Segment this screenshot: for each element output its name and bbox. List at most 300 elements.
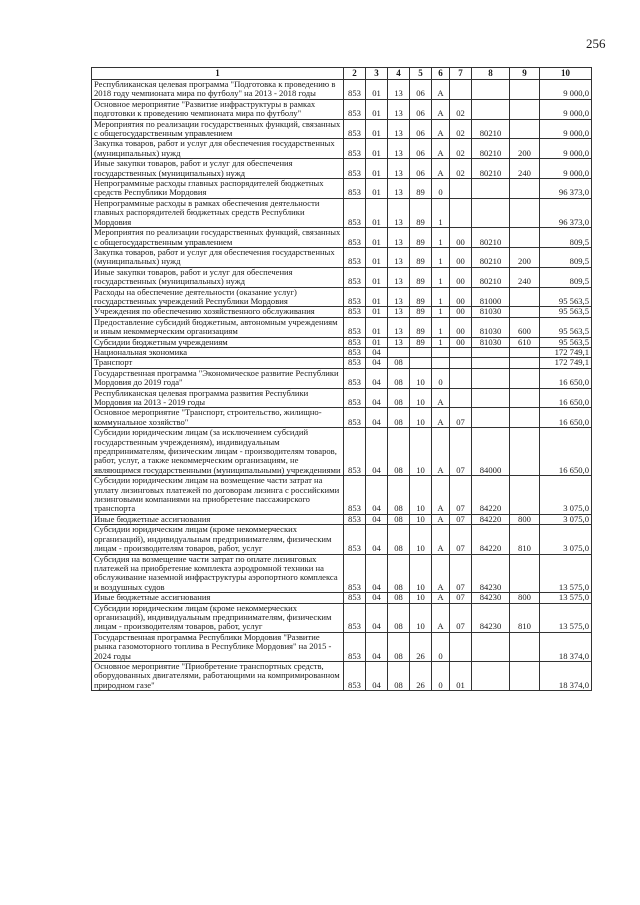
program-code-cell: 89 [410, 228, 432, 248]
table-row [92, 603, 592, 632]
item-name-cell: Закупка товаров, работ и услуг для обеспечения государственных (муниципальных) нужд [92, 247, 344, 267]
item-name-cell: Государственная программа Республики Мордовия "Развитие рынка газомоторного топлива в Республике Мордовия" на 2015 - 2024 годы [92, 632, 344, 661]
section-code-cell: 04 [366, 593, 388, 603]
direction-code-cell: 84000 [472, 428, 510, 476]
program-code-cell: 06 [410, 80, 432, 100]
event-code-cell [450, 632, 472, 661]
ministry-code-cell: 853 [344, 247, 366, 267]
budget-table-container [91, 67, 591, 691]
amount-cell: 9 000,0 [540, 119, 592, 139]
subsection-code-cell: 13 [388, 317, 410, 337]
event-code-cell [450, 198, 472, 227]
amount-cell: 18 374,0 [540, 632, 592, 661]
item-name-cell: Основное мероприятие "Развитие инфраструктуры в рамках подготовки к проведению чемпионата мира по футболу" [92, 99, 344, 119]
ministry-code-cell: 853 [344, 603, 366, 632]
table-row [92, 287, 592, 307]
program-code-cell: 06 [410, 119, 432, 139]
section-code-cell: 04 [366, 554, 388, 593]
item-name-cell: Основное мероприятие "Транспорт, строительство, жилищно-коммунальное хозяйство" [92, 408, 344, 428]
program-code-cell: 10 [410, 388, 432, 408]
program-code-cell: 89 [410, 287, 432, 307]
direction-code-cell: 84220 [472, 514, 510, 524]
table-row [92, 247, 592, 267]
section-code-cell: 01 [366, 119, 388, 139]
subsection-code-cell: 13 [388, 179, 410, 199]
program-code-cell: 89 [410, 179, 432, 199]
direction-code-cell: 84230 [472, 603, 510, 632]
event-code-cell [450, 80, 472, 100]
direction-code-cell [472, 408, 510, 428]
direction-code-cell: 80210 [472, 119, 510, 139]
expense-type-code-cell [510, 287, 540, 307]
program-code-cell [410, 347, 432, 357]
amount-cell: 172 749,1 [540, 358, 592, 368]
subsection-code-cell: 13 [388, 228, 410, 248]
subprogram-code-cell: А [432, 428, 450, 476]
section-code-cell: 01 [366, 198, 388, 227]
table-row [92, 80, 592, 100]
event-code-cell: 02 [450, 159, 472, 179]
expense-type-code-cell [510, 119, 540, 139]
amount-cell: 96 373,0 [540, 179, 592, 199]
program-code-cell: 10 [410, 525, 432, 554]
event-code-cell: 02 [450, 119, 472, 139]
item-name-cell: Иные бюджетные ассигнования [92, 514, 344, 524]
table-row [92, 388, 592, 408]
program-code-cell: 26 [410, 661, 432, 690]
direction-code-cell: 80210 [472, 228, 510, 248]
event-code-cell: 00 [450, 228, 472, 248]
event-code-cell: 00 [450, 287, 472, 307]
section-code-cell: 01 [366, 179, 388, 199]
event-code-cell: 00 [450, 337, 472, 347]
table-row [92, 525, 592, 554]
ministry-code-cell: 853 [344, 119, 366, 139]
table-row [92, 159, 592, 179]
subprogram-code-cell: 1 [432, 307, 450, 317]
expense-type-code-cell [510, 388, 540, 408]
amount-cell: 809,5 [540, 228, 592, 248]
table-row [92, 119, 592, 139]
subprogram-code-cell: 0 [432, 632, 450, 661]
table-row [92, 554, 592, 593]
subprogram-code-cell: 0 [432, 179, 450, 199]
subprogram-code-cell: А [432, 408, 450, 428]
section-code-cell: 04 [366, 368, 388, 388]
event-code-cell: 07 [450, 603, 472, 632]
table-row [92, 347, 592, 357]
program-code-cell: 10 [410, 514, 432, 524]
program-code-cell [410, 358, 432, 368]
table-row [92, 99, 592, 119]
table-header-row [92, 68, 592, 80]
program-code-cell: 89 [410, 337, 432, 347]
column-header-6: 6 [432, 68, 450, 80]
expense-type-code-cell [510, 428, 540, 476]
expense-type-code-cell: 600 [510, 317, 540, 337]
subprogram-code-cell: 1 [432, 198, 450, 227]
item-name-cell: Мероприятия по реализации государственных функций, связанных с общегосударственным управлением [92, 228, 344, 248]
program-code-cell: 06 [410, 99, 432, 119]
program-code-cell: 10 [410, 476, 432, 515]
section-code-cell: 01 [366, 80, 388, 100]
direction-code-cell [472, 179, 510, 199]
event-code-cell: 02 [450, 139, 472, 159]
subsection-code-cell: 08 [388, 368, 410, 388]
subprogram-code-cell: А [432, 514, 450, 524]
subsection-code-cell: 13 [388, 139, 410, 159]
ministry-code-cell: 853 [344, 139, 366, 159]
program-code-cell: 89 [410, 317, 432, 337]
expense-type-code-cell [510, 476, 540, 515]
direction-code-cell [472, 632, 510, 661]
ministry-code-cell: 853 [344, 228, 366, 248]
ministry-code-cell: 853 [344, 514, 366, 524]
table-row [92, 228, 592, 248]
amount-cell: 16 650,0 [540, 368, 592, 388]
column-header-7: 7 [450, 68, 472, 80]
event-code-cell: 00 [450, 317, 472, 337]
program-code-cell: 26 [410, 632, 432, 661]
direction-code-cell [472, 80, 510, 100]
table-row [92, 593, 592, 603]
ministry-code-cell: 853 [344, 347, 366, 357]
program-code-cell: 89 [410, 267, 432, 287]
expense-type-code-cell [510, 554, 540, 593]
expense-type-code-cell: 240 [510, 267, 540, 287]
event-code-cell: 07 [450, 525, 472, 554]
expense-type-code-cell: 800 [510, 593, 540, 603]
expense-type-code-cell: 610 [510, 337, 540, 347]
ministry-code-cell: 853 [344, 408, 366, 428]
item-name-cell: Транспорт [92, 358, 344, 368]
subsection-code-cell: 13 [388, 247, 410, 267]
direction-code-cell [472, 358, 510, 368]
expense-type-code-cell: 810 [510, 525, 540, 554]
direction-code-cell [472, 99, 510, 119]
event-code-cell [450, 388, 472, 408]
ministry-code-cell: 853 [344, 428, 366, 476]
expense-type-code-cell [510, 80, 540, 100]
table-row [92, 368, 592, 388]
item-name-cell: Иные бюджетные ассигнования [92, 593, 344, 603]
ministry-code-cell: 853 [344, 80, 366, 100]
section-code-cell: 04 [366, 428, 388, 476]
program-code-cell: 10 [410, 408, 432, 428]
ministry-code-cell: 853 [344, 317, 366, 337]
section-code-cell: 04 [366, 525, 388, 554]
program-code-cell: 06 [410, 139, 432, 159]
direction-code-cell: 80210 [472, 159, 510, 179]
expense-type-code-cell [510, 358, 540, 368]
expense-type-code-cell [510, 408, 540, 428]
direction-code-cell: 81030 [472, 317, 510, 337]
amount-cell: 96 373,0 [540, 198, 592, 227]
amount-cell: 13 575,0 [540, 603, 592, 632]
item-name-cell: Предоставление субсидий бюджетным, автономным учреждениям и иным некоммерческим организациям [92, 317, 344, 337]
program-code-cell: 10 [410, 603, 432, 632]
event-code-cell: 07 [450, 476, 472, 515]
subsection-code-cell: 08 [388, 593, 410, 603]
subprogram-code-cell: 1 [432, 337, 450, 347]
ministry-code-cell: 853 [344, 593, 366, 603]
amount-cell: 9 000,0 [540, 159, 592, 179]
table-body [92, 80, 592, 691]
expense-type-code-cell [510, 632, 540, 661]
direction-code-cell [472, 388, 510, 408]
direction-code-cell: 80210 [472, 267, 510, 287]
section-code-cell: 01 [366, 317, 388, 337]
amount-cell: 9 000,0 [540, 80, 592, 100]
event-code-cell: 00 [450, 247, 472, 267]
section-code-cell: 04 [366, 603, 388, 632]
subprogram-code-cell: А [432, 99, 450, 119]
amount-cell: 172 749,1 [540, 347, 592, 357]
ministry-code-cell: 853 [344, 632, 366, 661]
ministry-code-cell: 853 [344, 661, 366, 690]
section-code-cell: 04 [366, 347, 388, 357]
subprogram-code-cell: 1 [432, 287, 450, 307]
table-row [92, 307, 592, 317]
amount-cell: 16 650,0 [540, 388, 592, 408]
ministry-code-cell: 853 [344, 99, 366, 119]
amount-cell: 809,5 [540, 267, 592, 287]
program-code-cell: 06 [410, 159, 432, 179]
expense-type-code-cell: 240 [510, 159, 540, 179]
ministry-code-cell: 853 [344, 388, 366, 408]
section-code-cell: 01 [366, 99, 388, 119]
item-name-cell: Непрограммные расходы главных распорядителей бюджетных средств Республики Мордовия [92, 179, 344, 199]
expense-type-code-cell [510, 661, 540, 690]
direction-code-cell: 81000 [472, 287, 510, 307]
table-row [92, 139, 592, 159]
section-code-cell: 01 [366, 287, 388, 307]
program-code-cell: 10 [410, 554, 432, 593]
column-header-1: 1 [92, 68, 344, 80]
subprogram-code-cell: 0 [432, 368, 450, 388]
subprogram-code-cell: А [432, 80, 450, 100]
expense-type-code-cell: 200 [510, 247, 540, 267]
event-code-cell: 07 [450, 593, 472, 603]
column-header-3: 3 [366, 68, 388, 80]
direction-code-cell: 80210 [472, 247, 510, 267]
subprogram-code-cell: А [432, 593, 450, 603]
subsection-code-cell: 13 [388, 267, 410, 287]
item-name-cell: Мероприятия по реализации государственных функций, связанных с общегосударственным управлением [92, 119, 344, 139]
direction-code-cell: 84230 [472, 554, 510, 593]
direction-code-cell [472, 198, 510, 227]
table-row [92, 408, 592, 428]
amount-cell: 95 563,5 [540, 317, 592, 337]
amount-cell: 9 000,0 [540, 99, 592, 119]
amount-cell: 95 563,5 [540, 307, 592, 317]
event-code-cell: 00 [450, 307, 472, 317]
subprogram-code-cell: 1 [432, 317, 450, 337]
ministry-code-cell: 853 [344, 358, 366, 368]
direction-code-cell: 84230 [472, 593, 510, 603]
item-name-cell: Национальная экономика [92, 347, 344, 357]
amount-cell: 16 650,0 [540, 428, 592, 476]
amount-cell: 3 075,0 [540, 514, 592, 524]
item-name-cell: Иные закупки товаров, работ и услуг для обеспечения государственных (муниципальных) нужд [92, 159, 344, 179]
subprogram-code-cell: А [432, 159, 450, 179]
section-code-cell: 04 [366, 358, 388, 368]
item-name-cell: Непрограммные расходы в рамках обеспечения деятельности главных распорядителей бюджетных средств Республики Мордовия [92, 198, 344, 227]
expense-type-code-cell [510, 307, 540, 317]
direction-code-cell [472, 661, 510, 690]
section-code-cell: 01 [366, 159, 388, 179]
subprogram-code-cell: А [432, 554, 450, 593]
ministry-code-cell: 853 [344, 159, 366, 179]
item-name-cell: Субсидия на возмещение части затрат по оплате лизинговых платежей на приобретение комплекта аэродромной техники на обслуживание наземной инфраструктуры аэропортного комплекса и воздушных судов [92, 554, 344, 593]
event-code-cell: 00 [450, 267, 472, 287]
program-code-cell: 10 [410, 428, 432, 476]
column-header-10: 10 [540, 68, 592, 80]
subprogram-code-cell: А [432, 476, 450, 515]
subsection-code-cell: 08 [388, 603, 410, 632]
table-row [92, 317, 592, 337]
page-number: 256 [586, 36, 606, 51]
table-row [92, 358, 592, 368]
ministry-code-cell: 853 [344, 476, 366, 515]
expense-type-code-cell: 200 [510, 139, 540, 159]
item-name-cell: Расходы на обеспечение деятельности (оказание услуг) государственных учреждений Республики Мордовия [92, 287, 344, 307]
ministry-code-cell: 853 [344, 198, 366, 227]
event-code-cell: 01 [450, 661, 472, 690]
ministry-code-cell: 853 [344, 179, 366, 199]
section-code-cell: 04 [366, 408, 388, 428]
event-code-cell [450, 368, 472, 388]
program-code-cell: 89 [410, 247, 432, 267]
item-name-cell: Учреждения по обеспечению хозяйственного обслуживания [92, 307, 344, 317]
amount-cell: 16 650,0 [540, 408, 592, 428]
subsection-code-cell: 13 [388, 99, 410, 119]
expense-type-code-cell [510, 228, 540, 248]
section-code-cell: 01 [366, 267, 388, 287]
event-code-cell: 07 [450, 408, 472, 428]
subsection-code-cell: 08 [388, 525, 410, 554]
amount-cell: 3 075,0 [540, 476, 592, 515]
item-name-cell: Субсидии юридическим лицам (кроме некоммерческих организаций), индивидуальным предпринимателям, физическим лицам - производителям товаров, работ, услуг [92, 525, 344, 554]
program-code-cell: 89 [410, 307, 432, 317]
column-header-8: 8 [472, 68, 510, 80]
expense-type-code-cell: 810 [510, 603, 540, 632]
program-code-cell: 10 [410, 593, 432, 603]
ministry-code-cell: 853 [344, 368, 366, 388]
table-row [92, 428, 592, 476]
section-code-cell: 04 [366, 661, 388, 690]
subprogram-code-cell [432, 358, 450, 368]
subsection-code-cell: 13 [388, 198, 410, 227]
expense-type-code-cell [510, 99, 540, 119]
event-code-cell: 07 [450, 428, 472, 476]
amount-cell: 3 075,0 [540, 525, 592, 554]
direction-code-cell: 84220 [472, 476, 510, 515]
expense-type-code-cell: 800 [510, 514, 540, 524]
amount-cell: 95 563,5 [540, 337, 592, 347]
section-code-cell: 04 [366, 514, 388, 524]
amount-cell: 9 000,0 [540, 139, 592, 159]
amount-cell: 809,5 [540, 247, 592, 267]
ministry-code-cell: 853 [344, 307, 366, 317]
item-name-cell: Основное мероприятие "Приобретение транспортных средств, оборудованных двигателями, работающими на компримированном природном газе" [92, 661, 344, 690]
item-name-cell: Субсидии юридическим лицам (кроме некоммерческих организаций), индивидуальным предпринимателям, физическим лицам - производителям товаров, работ, услуг [92, 603, 344, 632]
expense-type-code-cell [510, 198, 540, 227]
table-row [92, 476, 592, 515]
direction-code-cell: 81030 [472, 307, 510, 317]
subprogram-code-cell: А [432, 525, 450, 554]
subsection-code-cell: 08 [388, 661, 410, 690]
subprogram-code-cell: 1 [432, 228, 450, 248]
subsection-code-cell: 08 [388, 632, 410, 661]
program-code-cell: 10 [410, 368, 432, 388]
subsection-code-cell: 08 [388, 358, 410, 368]
subsection-code-cell: 13 [388, 80, 410, 100]
section-code-cell: 04 [366, 388, 388, 408]
ministry-code-cell: 853 [344, 554, 366, 593]
item-name-cell: Субсидии юридическим лицам на возмещение части затрат на уплату лизинговых платежей по договорам лизинга с российскими лизинговыми компаниями на приобретение пассажирского транспорта [92, 476, 344, 515]
amount-cell: 13 575,0 [540, 593, 592, 603]
subprogram-code-cell: 1 [432, 267, 450, 287]
subprogram-code-cell: А [432, 388, 450, 408]
subsection-code-cell: 13 [388, 307, 410, 317]
event-code-cell: 07 [450, 514, 472, 524]
direction-code-cell: 81030 [472, 337, 510, 347]
subprogram-code-cell [432, 347, 450, 357]
item-name-cell: Республиканская целевая программа "Подготовка к проведению в 2018 году чемпионата мира по футболу" на 2013 - 2018 годы [92, 80, 344, 100]
direction-code-cell [472, 368, 510, 388]
ministry-code-cell: 853 [344, 337, 366, 347]
column-header-2: 2 [344, 68, 366, 80]
item-name-cell: Субсидии бюджетным учреждениям [92, 337, 344, 347]
expense-type-code-cell [510, 368, 540, 388]
event-code-cell [450, 358, 472, 368]
table-row [92, 632, 592, 661]
ministry-code-cell: 853 [344, 267, 366, 287]
subsection-code-cell: 08 [388, 514, 410, 524]
subprogram-code-cell: 1 [432, 247, 450, 267]
direction-code-cell: 80210 [472, 139, 510, 159]
subsection-code-cell: 13 [388, 287, 410, 307]
item-name-cell: Республиканская целевая программа развития Республики Мордовия на 2013 - 2019 годы [92, 388, 344, 408]
subsection-code-cell: 13 [388, 159, 410, 179]
subsection-code-cell: 08 [388, 476, 410, 515]
table-row [92, 337, 592, 347]
event-code-cell [450, 179, 472, 199]
expense-type-code-cell [510, 347, 540, 357]
subsection-code-cell: 08 [388, 554, 410, 593]
program-code-cell: 89 [410, 198, 432, 227]
section-code-cell: 01 [366, 307, 388, 317]
ministry-code-cell: 853 [344, 287, 366, 307]
section-code-cell: 01 [366, 247, 388, 267]
direction-code-cell: 84220 [472, 525, 510, 554]
subsection-code-cell: 08 [388, 428, 410, 476]
column-header-5: 5 [410, 68, 432, 80]
table-row [92, 179, 592, 199]
item-name-cell: Закупка товаров, работ и услуг для обеспечения государственных (муниципальных) нужд [92, 139, 344, 159]
amount-cell: 95 563,5 [540, 287, 592, 307]
table-row [92, 661, 592, 690]
amount-cell: 13 575,0 [540, 554, 592, 593]
event-code-cell [450, 347, 472, 357]
section-code-cell: 04 [366, 476, 388, 515]
subsection-code-cell: 08 [388, 408, 410, 428]
amount-cell: 18 374,0 [540, 661, 592, 690]
ministry-code-cell: 853 [344, 525, 366, 554]
item-name-cell: Государственная программа "Экономическое развитие Республики Мордовия до 2019 года" [92, 368, 344, 388]
column-header-9: 9 [510, 68, 540, 80]
